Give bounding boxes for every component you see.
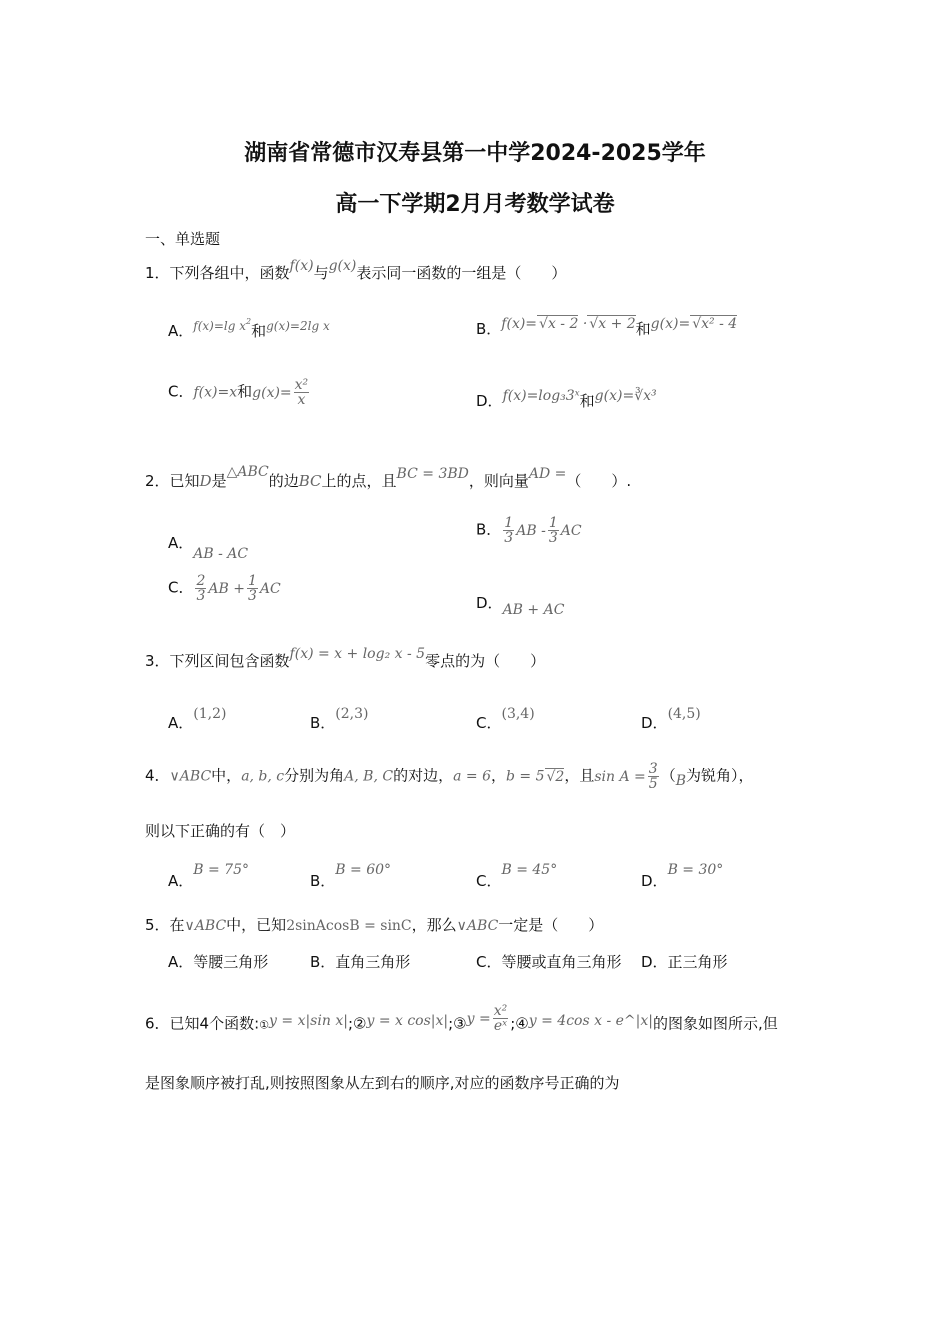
math-f-x: f(x) — [289, 258, 314, 274]
question-5-stem: 5．在∨ABC中，已知2sinAcosB = sinC，那么∨ABC一定是（ ） — [145, 916, 604, 934]
q3-option-a[interactable]: A．(1,2) — [168, 706, 227, 732]
q2-option-a[interactable]: A．AB - AC — [168, 534, 249, 562]
q4-option-c[interactable]: C．B = 45° — [476, 862, 558, 890]
math-function-f: f(x) = x + log₂ x - 5 — [289, 646, 426, 662]
q1-option-b[interactable]: B．f(x)=√ x - 2 ·√ x + 2和g(x)=√ x² - 4 — [476, 318, 737, 339]
question-2-stem: 2．已知D是△ABC的边BC上的点，且BC = 3BD，则向量AD =（ ）. — [145, 464, 632, 490]
q1-option-a[interactable]: A．$^{f(x)=lg x^2}$和$^{g(x)=2lg x}$ — [168, 317, 330, 340]
math-bc-3bd: BC = 3BD — [396, 466, 469, 482]
q2-option-d[interactable]: D．AB + AC — [476, 594, 565, 618]
q1-b-f: f(x)=√ x - 2 ·√ x + 2 — [501, 316, 635, 332]
q2-option-b[interactable]: B． $\frac{1}{3}$ AB - $\frac{1}{3}$ AC — [476, 515, 582, 546]
q4-option-b[interactable]: B．B = 60° — [310, 862, 392, 890]
q1-a-g: g(x)=2lg x — [266, 319, 330, 333]
q5-option-b[interactable]: B．直角三角形 — [310, 953, 411, 971]
q2-c-expr: $\frac{2}{3}$ AB + $\frac{1}{3}$ AC — [196, 573, 281, 604]
question-6-line-2: 是图象顺序被打乱,则按照图象从左到右的顺序,对应的函数序号正确的为 — [145, 1074, 620, 1092]
q1-c-f: f(x)=x — [193, 384, 238, 401]
q1-option-c[interactable]: C．f(x)=x和g(x)= $\frac{\text{x²}}{x}$ — [168, 378, 311, 407]
q1-option-d[interactable]: D．f(x)=log₃3ˣ和g(x)=∛x³ — [476, 388, 657, 410]
q1-d-f: f(x)=log₃3ˣ — [502, 388, 580, 404]
q1-c-g: g(x)= $\frac{\text{x²}}{x}$ — [252, 377, 309, 408]
q5-option-c[interactable]: C．等腰或直角三角形 — [476, 953, 622, 971]
q3-option-c[interactable]: C．(3,4) — [476, 706, 535, 732]
question-4-line-2: 则以下正确的有（ ） — [145, 822, 296, 840]
math-vector-ad: AD = — [528, 466, 567, 482]
q2-b-expr: $\frac{1}{3}$ AB - $\frac{1}{3}$ AC — [504, 515, 582, 546]
section-heading: 一、单选题 — [145, 230, 221, 248]
q2-d-expr: AB + AC — [502, 602, 565, 618]
math-g-x: g(x) — [328, 258, 357, 274]
q4-option-a[interactable]: A．B = 75° — [168, 862, 249, 890]
question-6-stem: 6．已知4个函数:①y = x|sin x|;②y = x cos|x|;③y = $\frac{\text{x²}}{\text{eˣ}}$ ;④y = 4cos x - e^|x|的图象如图所示,但 — [145, 1003, 778, 1034]
q3-option-b[interactable]: B．(2,3) — [310, 706, 369, 732]
q5-option-a[interactable]: A．等腰三角形 — [168, 953, 269, 971]
q1-b-g: g(x)=√ x² - 4 — [651, 316, 737, 332]
q5-option-d[interactable]: D．正三角形 — [641, 953, 728, 971]
q1-d-g: g(x)=∛x³ — [594, 388, 657, 404]
q2-a-expr: AB - AC — [193, 546, 249, 562]
question-4-stem: 4．∨ABC中，a, b, c分别为角A, B, C的对边，a = 6，b = 5√ 2，且sin A = $\frac{3}{5}$ （B为锐角）， — [145, 762, 754, 791]
title-line-1: 湖南省常德市汉寿县第一中学2024-2025学年 — [244, 141, 706, 166]
q3-option-d[interactable]: D．(4,5) — [641, 706, 701, 732]
q4-option-d[interactable]: D．B = 30° — [641, 862, 724, 890]
q2-option-c[interactable]: C． $\frac{2}{3}$ AB + $\frac{1}{3}$ AC — [168, 573, 281, 604]
math-triangle-abc: △ABC — [226, 464, 269, 480]
title-line-2: 高一下学期2月月考数学试卷 — [335, 192, 615, 217]
math-condition: 2sinAcosB = sinC — [286, 918, 412, 934]
question-1-stem: 1．下列各组中，函数f(x)与g(x)表示同一函数的一组是（ ） — [145, 258, 567, 282]
question-3-stem: 3．下列区间包含函数f(x) = x + log₂ x - 5零点的为（ ） — [145, 646, 546, 670]
q1-a-f: f(x)=lg x2 — [193, 317, 252, 333]
